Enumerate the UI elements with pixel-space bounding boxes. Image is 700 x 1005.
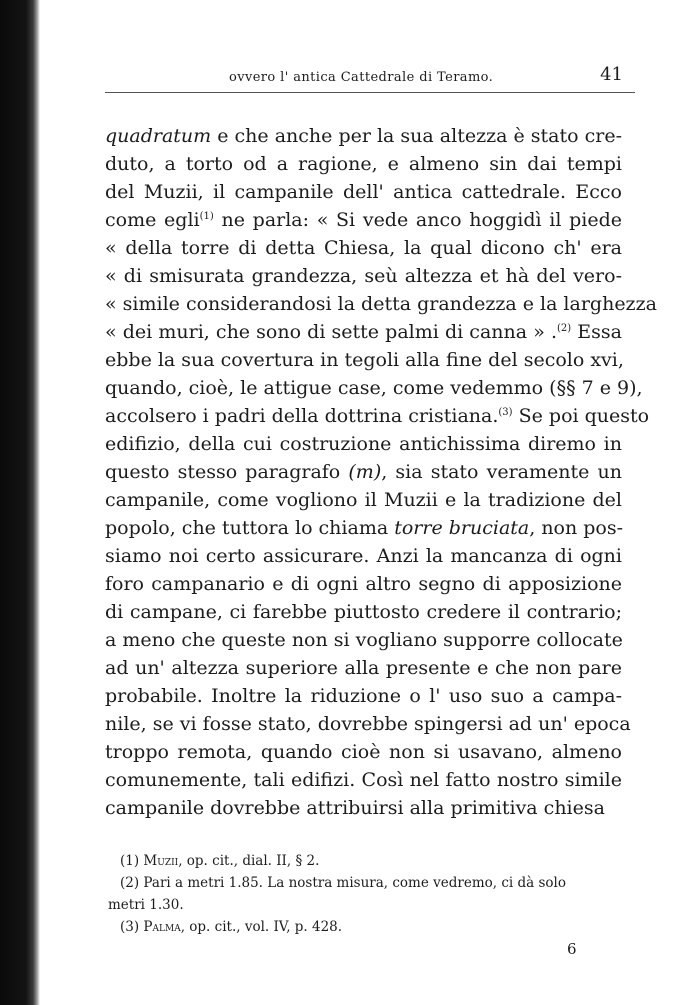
text-line (105, 598, 622, 626)
footnote (108, 872, 620, 894)
text-line (105, 738, 622, 766)
line-text: quando, cioè, le attigue case, come vedemmo (§§ 7 e 9), (105, 377, 643, 399)
line-text: Essa (571, 321, 622, 343)
footnote-text: metri 1.30. (108, 897, 184, 913)
footnote-text: , op. cit., dial. II, § 2. (178, 853, 320, 869)
footnote-ref: (3) (498, 407, 513, 418)
text-line (105, 430, 622, 458)
line-text: del Muzii, il campanile dell' antica cattedrale. Ecco (105, 181, 622, 203)
line-text: ne parla: « Si vede anco hoggidì il piede (213, 209, 622, 231)
line-text: , non pos- (529, 517, 624, 539)
text-line (105, 514, 622, 542)
line-text: « dei muri, che sono di sette palmi di canna » . (105, 321, 557, 343)
text-line (105, 486, 622, 514)
line-text: comunemente, tali edifizi. Così nel fatto nostro simile (105, 769, 622, 791)
line-text: campanile dovrebbe attribuirsi alla primitiva chiesa (105, 797, 605, 819)
book-spine-shadow (0, 0, 40, 1005)
text-line (105, 262, 622, 290)
footnote-number: (3) (120, 919, 140, 935)
header-rule (105, 92, 635, 93)
text-line (105, 150, 622, 178)
line-text: questo stesso paragrafo (105, 461, 349, 483)
footnote-author: Muzii (143, 853, 179, 869)
footnote-number: (1) (120, 853, 140, 869)
body-text (105, 122, 657, 822)
line-text: popolo, che tuttora lo chiama (105, 517, 395, 539)
italic-text: torre bruciata (394, 517, 530, 539)
text-line (105, 318, 622, 346)
text-line (105, 402, 650, 430)
line-text: , sia stato veramente un (381, 461, 622, 483)
line-text: foro campanario e di ogni altro segno di apposizione (105, 573, 622, 595)
line-text: Se poi questo (512, 405, 650, 427)
text-line (105, 178, 622, 206)
text-line (105, 122, 622, 150)
line-text: come egli (105, 209, 200, 231)
footnote-text: Pari a metri 1.85. La nostra misura, come vedremo, ci dà solo (143, 875, 567, 891)
footnote (108, 850, 620, 872)
text-line (105, 206, 622, 234)
text-line (105, 766, 622, 794)
page-number: 41 (600, 64, 623, 85)
text-line (105, 682, 622, 710)
text-line (105, 794, 622, 822)
line-text: ad un' altezza superiore alla presente e che non pare (105, 657, 622, 679)
italic-text: quadratum (105, 125, 212, 147)
footnote (108, 916, 620, 938)
line-text: accolsero i padri della dottrina cristiana. (105, 405, 499, 427)
footnote-text: , op. cit., vol. IV, p. 428. (180, 919, 343, 935)
signature-mark: 6 (567, 940, 577, 958)
line-text: probabile. Inoltre la riduzione o l' uso suo a campa- (105, 685, 622, 707)
line-text: e che anche per la sua altezza è stato cre- (211, 125, 622, 147)
text-line (105, 346, 622, 374)
line-text: duto, a torto od a ragione, e almeno sin dai tempi (105, 153, 622, 175)
running-title: ovvero l' antica Cattedrale di Teramo. (229, 70, 494, 85)
text-line (105, 570, 622, 598)
line-text: siamo noi certo assicurare. Anzi la mancanza di ogni (105, 545, 622, 567)
text-line (105, 234, 622, 262)
line-text: ebbe la sua covertura in tegoli alla fine del secolo xvi, (105, 349, 624, 371)
text-line (105, 542, 622, 570)
page-header (105, 62, 635, 92)
text-line (105, 374, 643, 402)
line-text: « della torre di detta Chiesa, la qual dicono ch' era (105, 237, 622, 259)
text-line (105, 710, 631, 738)
line-text: di campane, ci farebbe piuttosto credere il contrario; (105, 601, 622, 623)
line-text: edifizio, della cui costruzione antichissima diremo in (105, 433, 622, 455)
line-text: a meno che queste non si vogliano supporre collocate (105, 629, 623, 651)
line-text: campanile, come vogliono il Muzii e la tradizione del (105, 489, 622, 511)
footnote-ref: (1) (199, 211, 214, 222)
footnotes (108, 850, 620, 938)
line-text: « simile considerandosi la detta grandezza e la larghezza (105, 293, 657, 315)
text-line (105, 458, 622, 486)
footnote-author: Palma (143, 919, 181, 935)
footnote (108, 894, 620, 916)
line-text: « di smisurata grandezza, seù altezza et hà del vero- (105, 265, 622, 287)
text-line (105, 290, 657, 318)
line-text: troppo remota, quando cioè non si usavano, almeno (105, 741, 622, 763)
line-text: nile, se vi fosse stato, dovrebbe spingersi ad un' epoca (105, 713, 631, 735)
text-line (105, 654, 622, 682)
footnote-number: (2) (120, 875, 140, 891)
italic-text: (m) (348, 461, 382, 483)
text-line (105, 626, 622, 654)
footnote-ref: (2) (556, 323, 572, 334)
